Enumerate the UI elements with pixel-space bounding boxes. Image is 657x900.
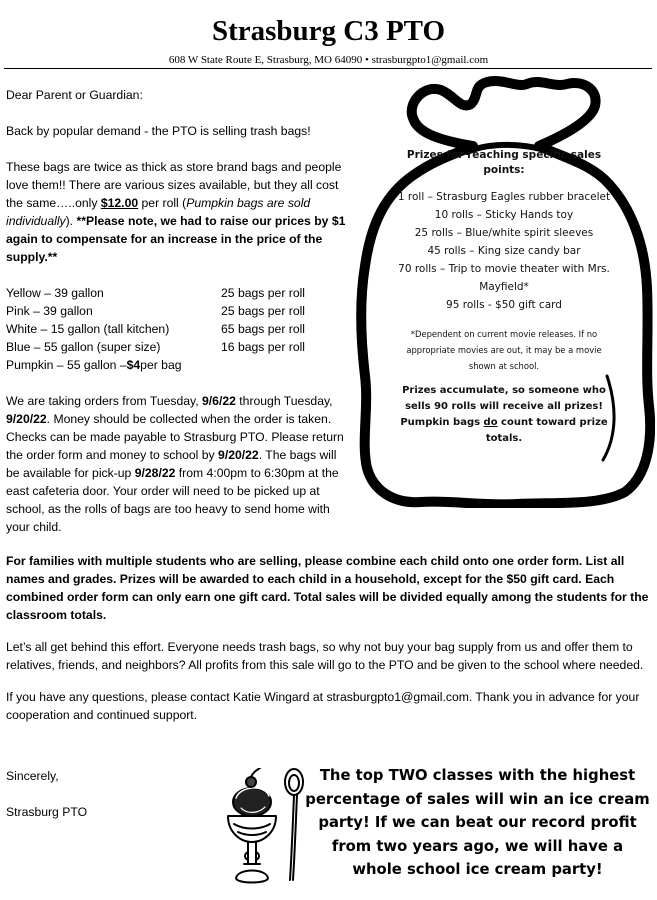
contact-paragraph: If you have any questions, please contact Katie Wingard at strasburgpto1@gmail.com. Thank you in advance for your cooperation and continued support. bbox=[6, 690, 640, 722]
salutation: Dear Parent or Guardian: bbox=[6, 88, 143, 102]
signature: Strasburg PTO bbox=[6, 805, 88, 819]
prize-item: 25 rolls – Blue/white spirit sleeves bbox=[414, 227, 594, 239]
movie-footnote: *Dependent on current movie releases. If no appropriate movies are out, it may be a movie shown at school. bbox=[406, 329, 602, 371]
intro-line: Back by popular demand - the PTO is selling trash bags! bbox=[6, 124, 311, 138]
pumpkin-price: $4 bbox=[126, 358, 141, 372]
page-title: Strasburg C3 PTO bbox=[211, 15, 446, 47]
price-paragraph bbox=[6, 158, 346, 266]
bag-name: White – 15 gallon (tall kitchen) bbox=[6, 322, 170, 336]
accum-text: Prizes accumulate, so someone who sells 90 rolls will receive all prizes! Pumpkin bags bbox=[400, 385, 606, 428]
orders-text: . The bags will be available for pick-up bbox=[6, 448, 337, 480]
families-paragraph: For families with multiple students who are selling, please combine each child onto one order form. List all names and grades. Prizes will be awarded to each child in a household, except for the $50 gift card. Each combined order form can only earn one gift card. Total sales will be divided equally among the students for the classroom totals. bbox=[6, 554, 649, 622]
money-due-date: 9/20/22 bbox=[218, 448, 259, 462]
price-increase-note: **Please note, we had to raise our prices by $1 again to compensate for an increase in the price of the supply.** bbox=[6, 214, 346, 264]
bag-row-pumpkin bbox=[6, 356, 346, 374]
price-text-c: ). bbox=[65, 214, 77, 228]
bag-row bbox=[6, 284, 346, 302]
orders-text: . Money should be collected when the order is taken. Checks can be made payable to Strasburg PTO. Please return the order form and money to school by bbox=[6, 412, 344, 462]
order-end-date: 9/20/22 bbox=[6, 412, 47, 426]
accum-emphasis: do bbox=[483, 417, 498, 428]
prize-item: 45 rolls – King size candy bar bbox=[427, 245, 581, 257]
support-paragraph: Let’s all get behind this effort. Everyone needs trash bags, so why not buy your bag supply from us and offer them to relatives, friends, and neighbors? All profits from this sale will go to the PTO and be given to the school where needed. bbox=[6, 640, 644, 672]
bag-qty: 16 bags per roll bbox=[221, 340, 306, 354]
closing bbox=[6, 767, 156, 821]
prize-heading: Prizes for reaching specific sales points: bbox=[406, 149, 602, 176]
bag-qty: 25 bags per roll bbox=[221, 304, 306, 318]
bag-qty: 25 bags per roll bbox=[221, 286, 306, 300]
bag-name: Pink – 39 gallon bbox=[6, 304, 93, 318]
sign-off: Sincerely, bbox=[6, 769, 59, 783]
ice-cream-party-promo: The top TWO classes with the highest percentage of sales will win an ice cream party! If we can beat our record profit from two years ago, we will have a whole school ice cream party! bbox=[305, 767, 650, 878]
prize-list bbox=[393, 148, 615, 447]
header-divider bbox=[4, 68, 652, 69]
pumpkin-unit: per bag bbox=[140, 358, 182, 372]
orders-text: through Tuesday, bbox=[235, 394, 333, 408]
bag-row bbox=[6, 320, 346, 338]
orders-text: from 4:00pm to 6:30pm at the east cafeteria door. Your order will need to be picked up at school, as the rolls of bags are too heavy to send home with your child. bbox=[6, 466, 339, 534]
prizes-accumulate-note bbox=[393, 383, 615, 447]
pumpkin-note: Pumpkin bags are sold individually bbox=[6, 196, 311, 228]
letter-body bbox=[6, 552, 651, 738]
bag-row bbox=[6, 338, 346, 356]
prize-item: 95 rolls - $50 gift card bbox=[446, 299, 562, 311]
bag-price-list bbox=[6, 284, 346, 374]
accum-text: count toward prize totals. bbox=[485, 417, 608, 444]
header-address: 608 W State Route E, Strasburg, MO 64090 • strasburgpto1@gmail.com bbox=[168, 54, 489, 66]
bag-qty: 65 bags per roll bbox=[221, 322, 306, 336]
orders-text: We are taking orders from Tuesday, bbox=[6, 394, 202, 408]
roll-price: $12.00 bbox=[100, 196, 139, 210]
prize-item: 10 rolls – Sticky Hands toy bbox=[434, 209, 574, 221]
prize-item: 1 roll – Strasburg Eagles rubber bracelet bbox=[397, 191, 611, 203]
price-text-a: These bags are twice as thick as store brand bags and people love them!! There are various sizes available, but they all cost the same…..only bbox=[6, 160, 342, 210]
prize-item: 70 rolls – Trip to movie theater with Mrs. Mayfield* bbox=[398, 263, 610, 293]
order-start-date: 9/6/22 bbox=[202, 394, 236, 408]
pickup-date: 9/28/22 bbox=[134, 466, 176, 480]
letter-left-column bbox=[6, 86, 346, 554]
bag-row bbox=[6, 302, 346, 320]
prize-bag-graphic bbox=[355, 76, 655, 508]
pumpkin-label: Pumpkin – 55 gallon – bbox=[6, 358, 127, 372]
ice-cream-sundae-icon bbox=[222, 768, 312, 890]
price-text-b: per roll ( bbox=[138, 196, 187, 210]
bag-name: Yellow – 39 gallon bbox=[6, 286, 104, 300]
orders-paragraph bbox=[6, 392, 346, 536]
bag-name: Blue – 55 gallon (super size) bbox=[6, 340, 161, 354]
